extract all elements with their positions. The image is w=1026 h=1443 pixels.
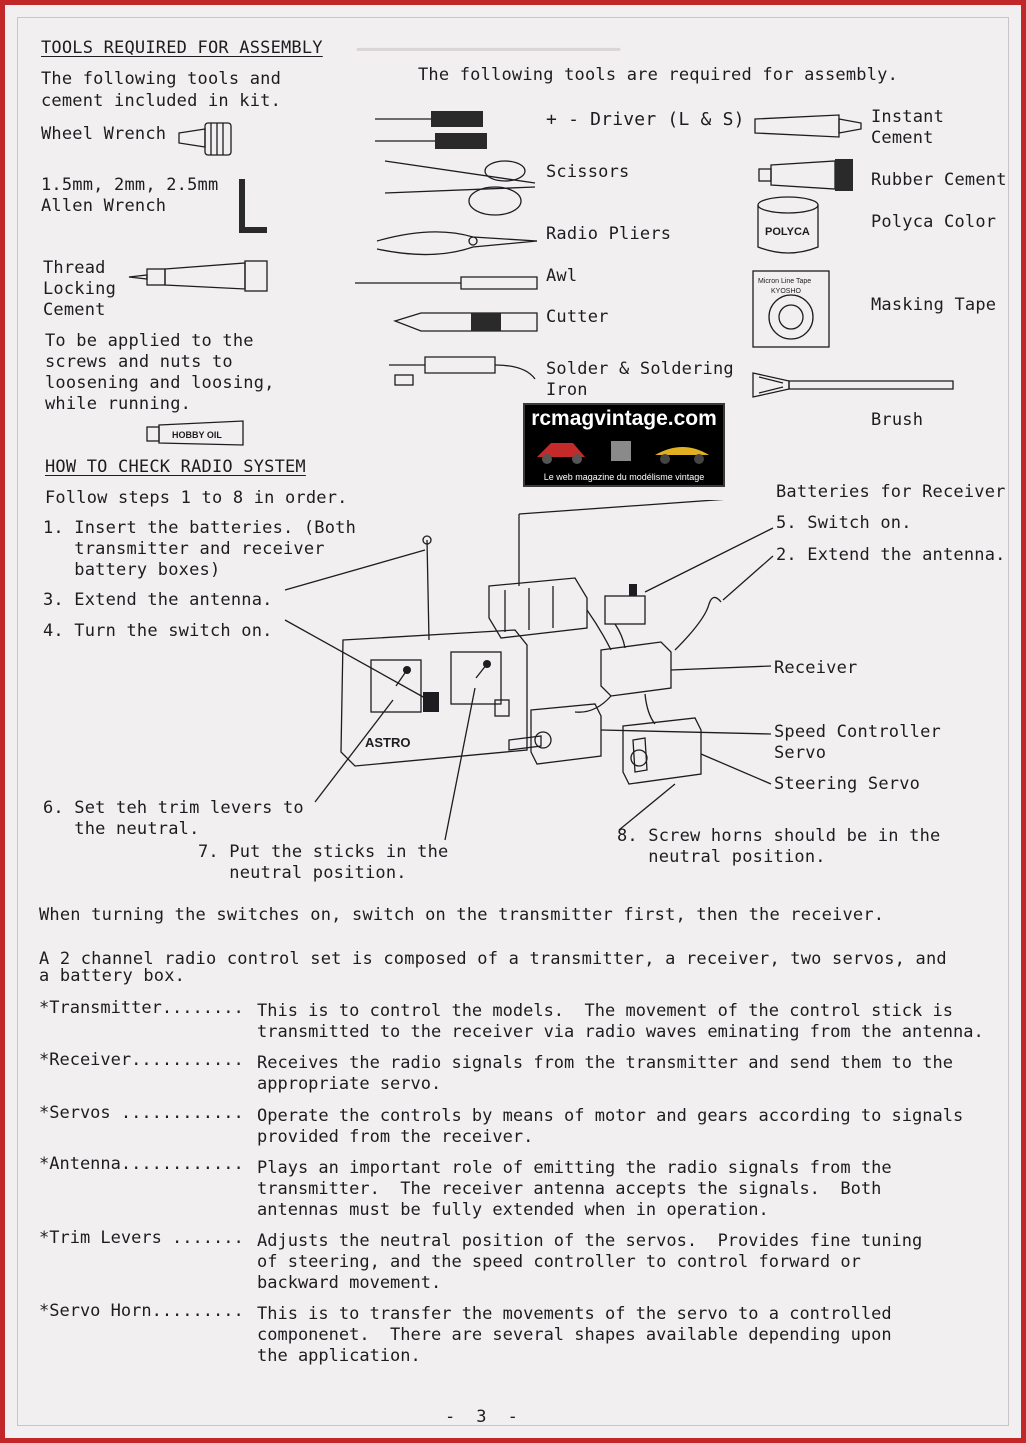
logo-title: rcmagvintage.com <box>531 407 717 430</box>
page-number: - 3 - <box>445 1407 519 1427</box>
logo-subtitle: Le web magazine du modélisme vintage <box>543 472 705 482</box>
applied-note-1: To be applied to the <box>45 331 254 351</box>
polyca-brand-label: POLYCA <box>765 226 810 238</box>
step-7-line-1: 7. Put the sticks in the <box>198 842 449 862</box>
awl-icon <box>351 271 541 293</box>
driver-label: + - Driver (L & S) <box>546 109 745 130</box>
thread-locking-label-3: Cement <box>43 300 106 320</box>
def-term-receiver: *Receiver........... <box>39 1050 244 1070</box>
step-1-line-1: 1. Insert the batteries. (Both <box>43 518 357 538</box>
polyca-color-label: Polyca Color <box>871 212 997 232</box>
def-text-antenna: Plays an important role of emitting the radio signals from the transmitter. The receiver antenna accepts the signals. Both antennas must be fully extended when in operation. <box>257 1158 892 1220</box>
def-term-servos: *Servos ............ <box>39 1103 244 1123</box>
rubber-cement-icon <box>755 155 859 195</box>
tools-heading: TOOLS REQUIRED FOR ASSEMBLY <box>41 38 323 58</box>
step-7-line-2: neutral position. <box>198 863 407 883</box>
receiver-label: Receiver <box>774 658 858 678</box>
cement-tube-icon <box>125 255 275 295</box>
instant-cement-label-1: Instant <box>871 107 945 127</box>
def-term-transmitter: *Transmitter........ <box>39 998 244 1018</box>
step-1-line-3: battery boxes) <box>43 560 221 580</box>
def-text-servos: Operate the controls by means of motor and gears according to signals provided from the receiver. <box>257 1106 964 1147</box>
transmitter-brand-label: ASTRO <box>365 735 411 750</box>
wheel-wrench-label: Wheel Wrench <box>41 124 167 144</box>
def-term-servo-horn: *Servo Horn......... <box>39 1301 244 1321</box>
receiver-switch <box>605 596 645 624</box>
receiver-battery-box <box>489 578 587 638</box>
speed-controller-servo <box>531 704 601 764</box>
receiver-unit <box>601 642 671 696</box>
scissors-label: Scissors <box>546 162 630 182</box>
allen-wrench-label-1: 1.5mm, 2mm, 2.5mm <box>41 175 219 195</box>
radio-intro: Follow steps 1 to 8 in order. <box>45 488 348 508</box>
masking-tape-icon <box>749 267 833 351</box>
tools-intro-left-2: cement included in kit. <box>41 91 282 111</box>
thread-locking-label-2: Locking <box>43 279 117 299</box>
steering-servo-horn <box>633 738 647 772</box>
screwdriver-icon <box>371 101 541 155</box>
wheel-wrench-icon <box>175 117 245 163</box>
def-term-antenna: *Antenna............ <box>39 1154 244 1174</box>
def-text-receiver: Receives the radio signals from the transmitter and send them to the appropriate servo. <box>257 1053 953 1094</box>
speed-servo-label-2: Servo <box>774 743 827 763</box>
masking-tape-label: Masking Tape <box>871 295 997 315</box>
step-4: 4. Turn the switch on. <box>43 621 273 641</box>
step-5: 5. Switch on. <box>776 513 912 533</box>
applied-note-4: while running. <box>45 394 192 414</box>
brush-icon <box>749 367 959 401</box>
show-through-text: ▁▁▁▁▁▁▁▁▁▁▁▁▁▁▁▁▁▁▁▁▁▁▁ <box>357 29 621 51</box>
scissors-icon <box>375 153 545 225</box>
radio-pliers-icon <box>373 219 543 263</box>
thread-locking-label-1: Thread <box>43 258 106 278</box>
allen-wrench-icon <box>233 175 273 237</box>
radio-system-diagram <box>275 500 775 850</box>
tools-intro-left-1: The following tools and <box>41 69 282 89</box>
speed-servo-label-1: Speed Controller <box>774 722 941 742</box>
step-3: 3. Extend the antenna. <box>43 590 273 610</box>
masking-tape-brand-line-1: Micron Line Tape <box>758 278 812 285</box>
instant-cement-icon <box>749 101 865 151</box>
receiver-antenna-wire <box>675 597 721 650</box>
cutter-label: Cutter <box>546 307 609 327</box>
switch-note: When turning the switches on, switch on the transmitter first, then the receiver. <box>39 905 885 925</box>
def-text-trim-levers: Adjusts the neutral position of the servos. Provides fine tuning of steering, and the speed controller to control forward or backward movement. <box>257 1231 923 1293</box>
brush-label: Brush <box>871 410 924 430</box>
def-text-transmitter: This is to control the models. The movement of the control stick is transmitted to the receiver via radio waves eminating from the antenna. <box>257 1001 984 1042</box>
rcmagvintage-logo <box>523 403 725 487</box>
hobby-oil-tube-icon <box>145 417 255 449</box>
step-6-line-1: 6. Set teh trim levers to <box>43 798 304 818</box>
transmitter-antenna <box>427 540 429 640</box>
allen-wrench-label-2: Allen Wrench <box>41 196 167 216</box>
steering-servo-label: Steering Servo <box>774 774 921 794</box>
batteries-receiver-label: Batteries for Receiver <box>776 482 1006 502</box>
cutter-icon <box>391 307 541 337</box>
masking-tape-brand-line-2: KYOSHO <box>771 288 801 295</box>
step-8-line-1: 8. Screw horns should be in the <box>617 826 941 846</box>
soldering-iron-icon <box>385 345 541 393</box>
step-8-line-2: neutral position. <box>617 847 826 867</box>
solder-label-2: Iron <box>546 380 588 400</box>
polyca-color-icon <box>751 193 825 259</box>
hobby-oil-label: HOBBY OIL <box>172 430 222 440</box>
instant-cement-label-2: Cement <box>871 128 934 148</box>
solder-label-1: Solder & Soldering <box>546 359 734 379</box>
rubber-cement-label: Rubber Cement <box>871 170 1007 190</box>
step-2: 2. Extend the antenna. <box>776 545 1006 565</box>
set-description-1: A 2 channel radio control set is composed of a transmitter, a receiver, two servos, and <box>39 949 947 969</box>
radio-heading: HOW TO CHECK RADIO SYSTEM <box>45 457 306 477</box>
tools-intro-right: The following tools are required for assembly. <box>418 65 899 85</box>
step-1-line-2: transmitter and receiver <box>43 539 325 559</box>
radio-pliers-label: Radio Pliers <box>546 224 672 244</box>
applied-note-2: screws and nuts to <box>45 352 233 372</box>
set-description-2: a battery box. <box>39 966 186 986</box>
step-6-line-2: the neutral. <box>43 819 200 839</box>
def-term-trim-levers: *Trim Levers ....... <box>39 1228 244 1248</box>
applied-note-3: loosening and loosing, <box>45 373 275 393</box>
logo-car-icon <box>533 435 713 465</box>
def-text-servo-horn: This is to transfer the movements of the servo to a controlled componenet. There are several shapes available depending upon the application. <box>257 1304 892 1366</box>
transmitter-switch <box>423 692 439 712</box>
awl-label: Awl <box>546 266 578 286</box>
